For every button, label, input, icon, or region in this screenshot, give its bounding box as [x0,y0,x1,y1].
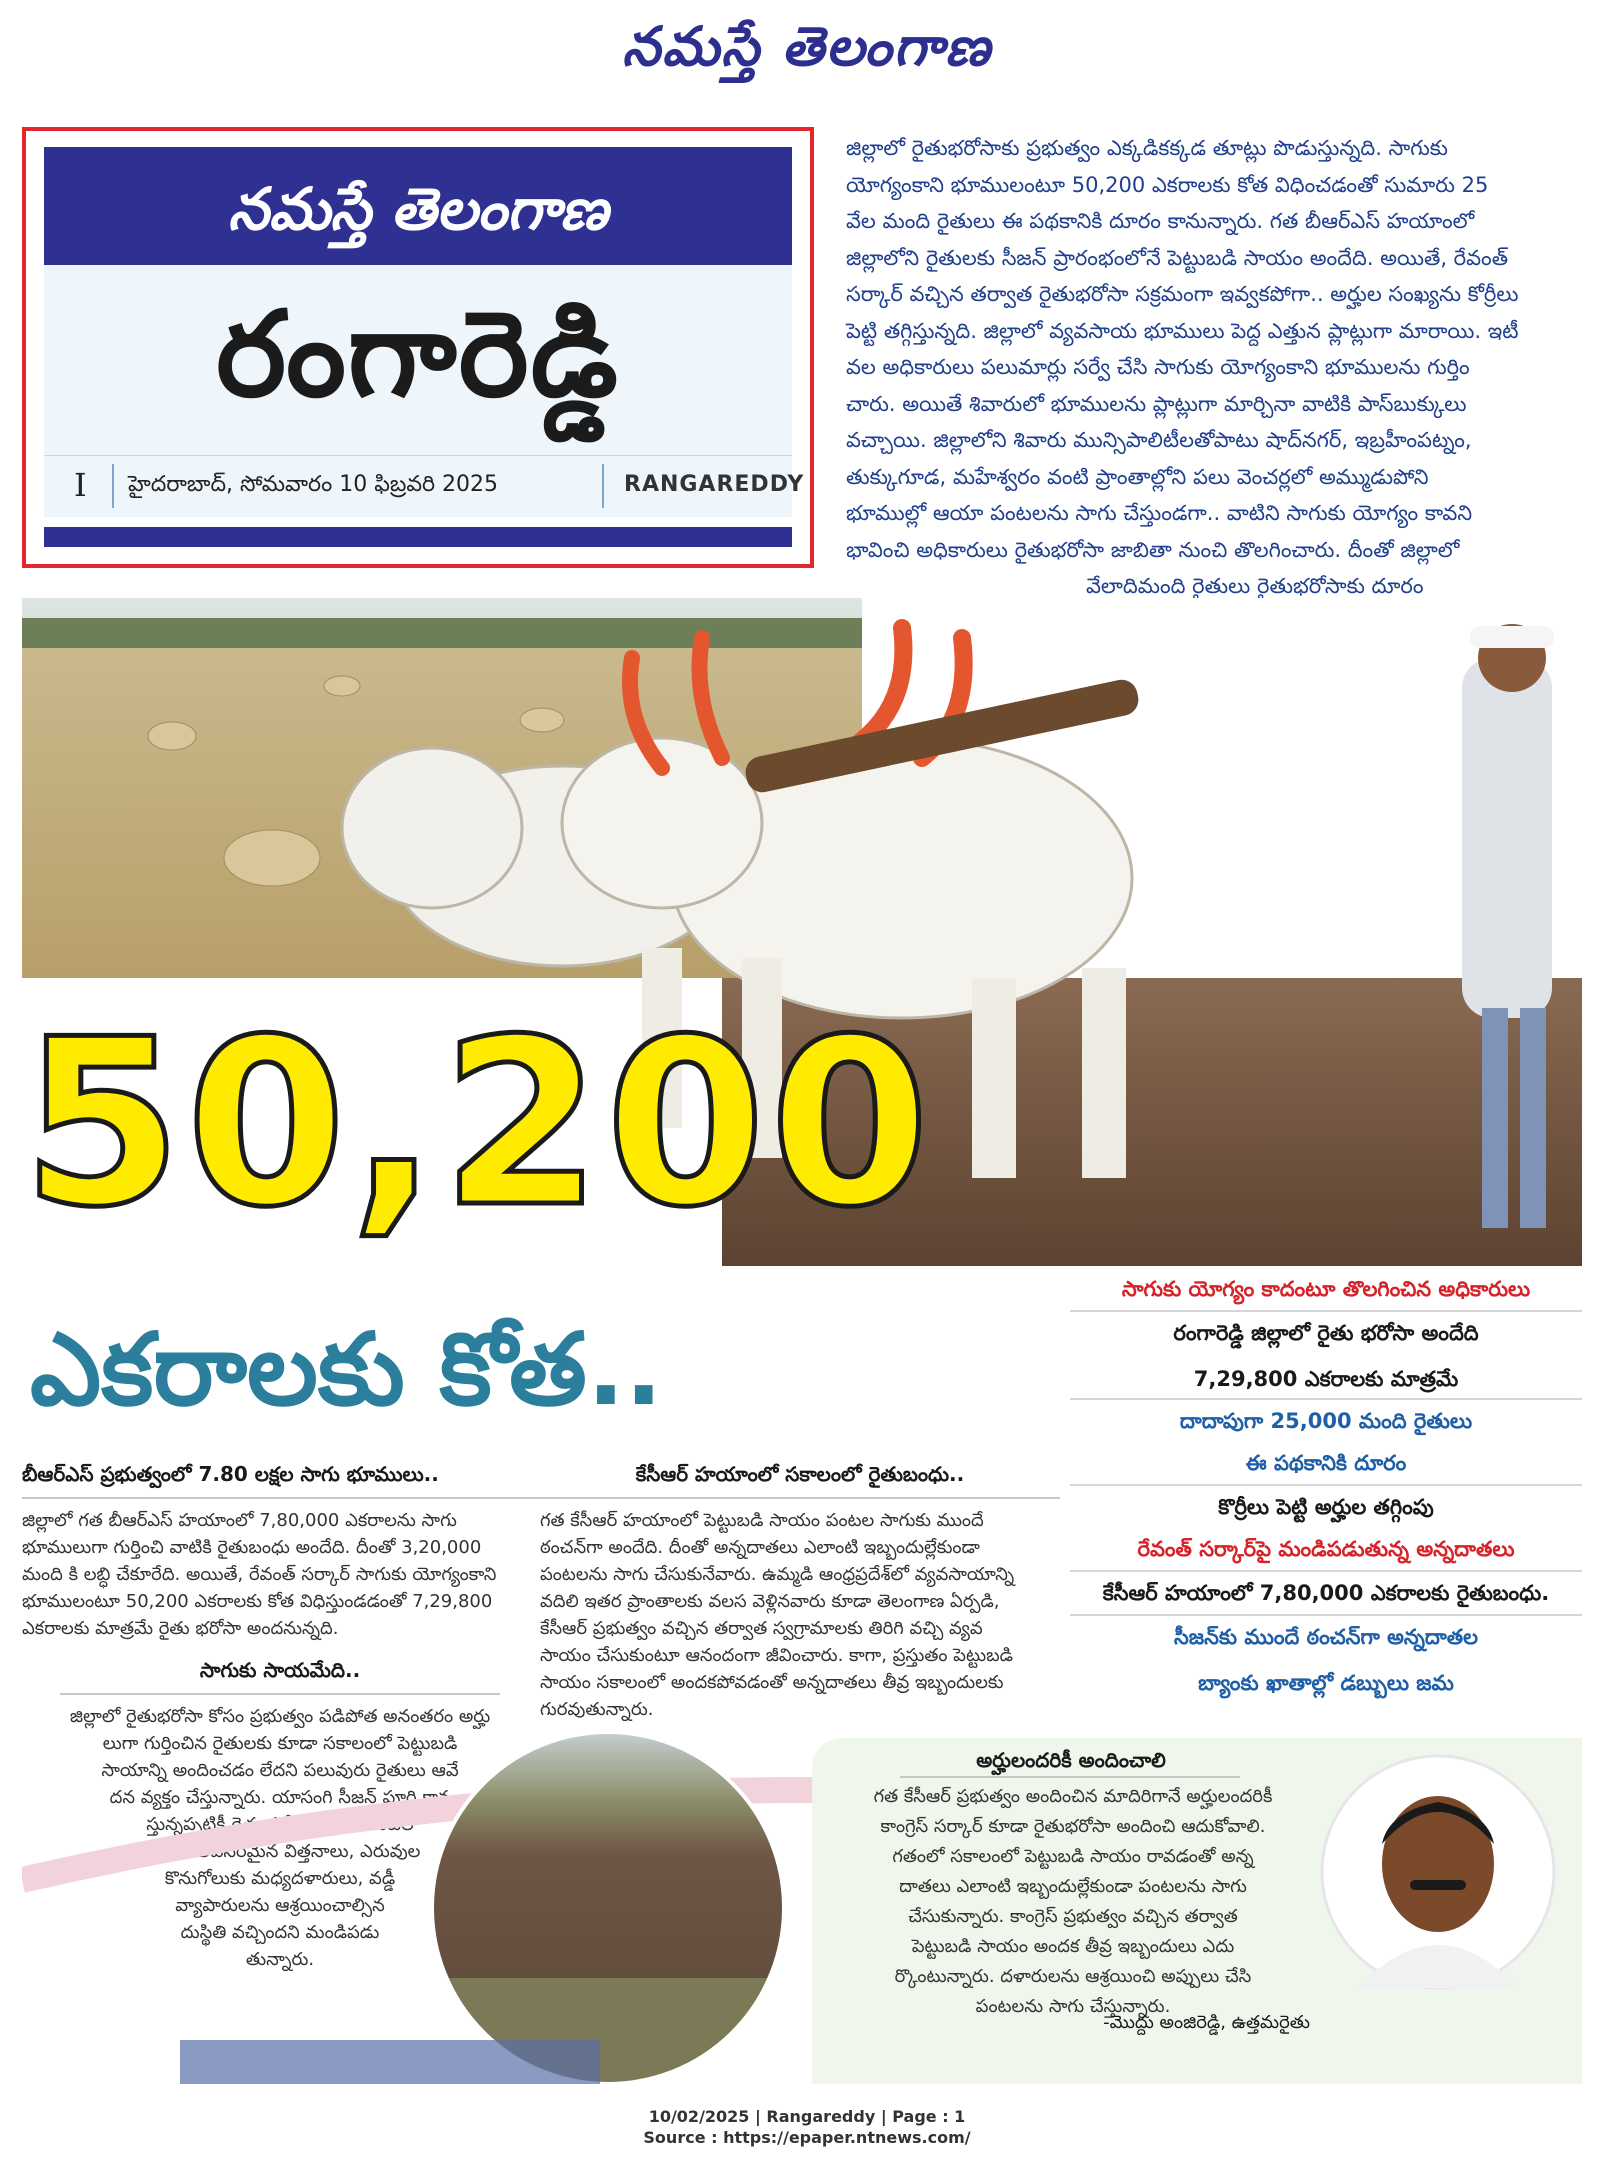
building-photo-strip [180,2040,600,2084]
article-line: లుగా గుర్తించిన రైతులకు కూడా సకాలంలో పెట్టుబడి [102,1733,458,1754]
quote-line: ర్కొంటున్నారు. దళారులను ఆశ్రయించి అప్పులు చేసి [894,1966,1252,1987]
intro-line: యోగ్యంకాని భూములంటూ 50,200 ఎకరాలకు కోత విధించడంతో సుమారు 25 [846,172,1489,197]
highlight-item: ఈ పథకానికి దూరం [1245,1451,1407,1475]
article-line: ఠంచన్‌గా అందేది. దీంతో అన్నదాతలు ఎలాంటి ఇబ్బందుల్లేకుండా [540,1537,980,1558]
highlight-item: రేవంత్ సర్కార్‌పై మండిపడుతున్న అన్నదాతలు [1137,1537,1515,1561]
article-line: కేసీఆర్ ప్రభుత్వం వచ్చిన తర్వాత స్వగ్రామాలకు తిరిగి వచ్చి వ్యవ [540,1618,983,1639]
article-line: సాయాన్ని అందించడం లేదని పలువురు రైతులు ఆవే [101,1760,459,1781]
article-line: స్తున్నప్పటికీ రైతుభరోసా అందక పంటల [146,1814,414,1835]
article-line: జిల్లాలో గత బీఆర్ఎస్ హయాంలో 7,80,000 ఎకరాలను సాగు [22,1510,457,1531]
article-line: గురవుతున్నారు. [540,1699,654,1720]
divider [112,464,114,508]
edition-roman-numeral: I [74,466,87,504]
article-line: సాయం సకాలంలో అందకపోవడంతో అన్నదాతలు తీవ్ర ఇబ్బందులకు [540,1672,1004,1693]
quote-line: గతంలో సకాలంలో పెట్టుబడి సాయం రావడంతో అన్న [892,1846,1254,1867]
article-heading: కేసీఆర్ హయాంలో సకాలంలో రైతుబంధు.. [635,1462,965,1486]
divider [540,1497,1060,1499]
highlight-item: సాగుకు యోగ్యం కాదంటూ తొలగించిన అధికారులు [1121,1277,1531,1301]
article-line: పంటలను సాగు చేసుకునేవారు. ఉమ్మడి ఆంధ్రప్రదేశ్‌లో వ్యవసాయాన్ని [540,1564,1015,1585]
quote-line: గత కేసీఆర్ ప్రభుత్వం అందించిన మాదిరిగానే అర్హులందరికీ [873,1786,1273,1807]
quote-line: చేసుకున్నారు. కాంగ్రెస్ ప్రభుత్వం వచ్చిన తర్వాత [908,1906,1238,1927]
highlight-item: కేసీఆర్ హయాంలో 7,80,000 ఎకరాలకు రైతుబంధు. [1102,1581,1550,1605]
article-line: దుస్థితి వచ్చిందని మండిపడు [180,1922,380,1943]
intro-line: సర్కార్ వచ్చిన తర్వాత రైతుభరోసా సక్రమంగా ఇవ్వకపోగా.. అర్హుల సంఖ్యను కోర్రీలు [846,282,1519,306]
footer-source: Source : https://epaper.ntnews.com/ [643,2128,971,2147]
article-line: కొనుగోలుకు మధ్యదళారులు, వడ్డీ [164,1868,396,1889]
article-brs-lands [22,1462,552,1642]
divider [1070,1570,1582,1572]
divider [900,1776,1240,1778]
intro-line: వల అధికారులు పలుమార్లు సర్వే చేసి సాగుకు యోగ్యంకాని భూములను గుర్తిం [846,355,1470,379]
article-line: సాగుకు అవసరమైన విత్తనాలు, ఎరువుల [139,1841,421,1862]
quote-line: పెట్టుబడి సాయం అందక తీవ్ర ఇబ్బందులు ఎదు [911,1936,1235,1957]
article-line: భూములుగా గుర్తించి వాటికి రైతుబంధు అందేది. దీంతో 3,20,000 [22,1537,482,1558]
edition-district-english: RANGAREDDY [624,472,805,497]
quote-text [836,1782,1310,2022]
intro-line: వేల మంది రైతులు ఈ పథకానికి దూరం కానున్నారు. గత బీఆర్ఎస్ హయాంలో [846,209,1475,233]
footer-page-info: 10/02/2025 | Rangareddy | Page : 1 [648,2107,966,2126]
quote-heading: అర్హులందరికీ అందించాలి [976,1748,1166,1772]
edition-place-date: హైదరాబాద్, సోమవారం 10 ఫిబ్రవరి 2025 [128,472,499,497]
masthead-logo: నమస్తే తెలంగాణ [622,14,992,78]
divider [1070,1484,1582,1486]
article-kcr-rythubandhu [540,1462,1060,1723]
intro-line: భూముల్లో ఆయా పంటలను సాగు చేస్తుండగా.. వాటిని సాగుకు యోగ్యం కావని [846,501,1473,525]
article-line: తున్నారు. [245,1949,315,1970]
divider [602,464,604,508]
divider [1070,1398,1582,1400]
quote-line: కాంగ్రెస్ సర్కార్ కూడా రైతుభరోసా అందించి ఆదుకోవాలి. [880,1816,1266,1837]
edition-banner [44,147,792,265]
quote-line: పంటలను సాగు చేస్తున్నారు. [975,1996,1171,2017]
article-line: జిల్లాలో రైతుభరోసా కోసం ప్రభుత్వం పడిపోత అనంతరం అర్హు [69,1706,491,1727]
edition-box [22,127,814,568]
intro-line: జిల్లాలో రైతుభరోసాకు ప్రభుత్వం ఎక్కడికక్కడ తూట్లు పొడుస్తున్నది. సాగుకు [846,136,1448,160]
divider [1070,1614,1582,1616]
divider [22,1497,552,1499]
article-line: వదిలి ఇతర ప్రాంతాలకు వలస వెళ్లినవారు కూడా తెలంగాణ ఏర్పడి, [540,1591,1000,1612]
article-line: వ్యాపారులను ఆశ్రయించాల్సిన [175,1895,385,1916]
article-line: సాయం చేసుకుంటూ ఆనందంగా జీవించారు. కాగా, ప్రస్తుతం పెట్టుబడి [540,1645,1013,1666]
edition-district-panel [44,265,792,455]
article-line: దన వ్యక్తం చేస్తున్నారు. యాసంగి సీజన్ పూర్తి కావ [109,1787,451,1808]
edition-district-name: రంగారెడ్డి [216,285,620,423]
intro-line: వేలాదిమంది రైతులు రైతుభరోసాకు దూరం [1086,574,1424,598]
headline-number: 50,200 [22,991,934,1258]
divider [60,1693,500,1695]
headline-subtitle: ఎకరాలకు కోత.. [30,1311,663,1428]
highlight-item: దాదాపుగా 25,000 మంది రైతులు [1179,1409,1473,1433]
edition-paper-name: నమస్తే తెలంగాణ [228,175,608,243]
edition-info-bar [44,455,805,517]
edition-bottom-bar [44,527,792,547]
highlight-item: కొర్రీలు పెట్టి అర్హుల తగ్గింపు [1218,1495,1434,1519]
page-footer [0,2106,1614,2148]
farmer-portrait [1318,1752,1558,1992]
article-line: భూములంటూ 50,200 ఎకరాలకు కోత విధిస్తుండడంతో 7,29,800 [22,1591,493,1612]
intro-line: భావించి అధికారులు రైతుభరోసా జాబితా నుంచి తొలగించారు. దీంతో జిల్లాలో [846,537,1460,562]
article-line: మంది కి లబ్ధి చేకూరేది. అయితే, రేవంత్ సర్కార్ సాగుకు యోగ్యంకాని [22,1564,497,1585]
intro-line: తుక్కుగూడ, మహేశ్వరం వంటి ప్రాంతాల్లోని పలు వెంచర్లలో అమ్ముడుపోని [846,464,1429,489]
intro-line: వచ్చాయి. జిల్లాలోని శివారు మున్సిపాలిటీలతోపాటు షాద్‌నగర్, ఇబ్రహీంపట్నం, [846,428,1472,452]
article-line: గత కేసీఆర్ హయాంలో పెట్టుబడి సాయం పంటల సాగుకు ముందే [540,1510,984,1531]
divider [1070,1310,1582,1312]
article-heading: సాగుకు సాయమేది.. [199,1658,361,1682]
ploughed-field-photo [428,1728,788,2088]
intro-line: పెట్టి తగ్గిస్తున్నది. జిల్లాలో వ్యవసాయ భూములు పెద్ద ఎత్తున ప్లాట్లుగా మారాయి. ఇటీ [846,318,1519,343]
highlight-item: సీజన్‌కు ముందే ఠంచన్‌గా అన్నదాతల [1174,1625,1478,1649]
quote-line: దాతలు ఎలాంటి ఇబ్బందుల్లేకుండా పంటలను సాగు [899,1876,1247,1897]
article-line: ఎకరాలకు మాత్రమే రైతు భరోసా అందనున్నది. [22,1618,339,1639]
highlight-item: 7,29,800 ఎకరాలకు మాత్రమే [1193,1367,1459,1391]
highlight-item: రంగారెడ్డి జిల్లాలో రైతు భరోసా అందేది [1173,1321,1479,1345]
quote-signature: -మొద్దు అంజిరెడ్డి, ఉత్తమరైతు [1103,2012,1310,2033]
intro-line: చారు. అయితే శివారులో భూములను ప్లాట్లుగా మార్చినా వాటికి పాస్‌బుక్కులు [846,391,1467,416]
intro-line: జిల్లాలోని రైతులకు సీజన్ ప్రారంభంలోనే పెట్టుబడి సాయం అందేది. అయితే, రేవంత్ [846,245,1509,270]
article-heading: బీఆర్ఎస్ ప్రభుత్వంలో 7.80 లక్షల సాగు భూములు.. [22,1462,439,1486]
highlight-item: బ్యాంకు ఖాతాల్లో డబ్బులు జమ [1198,1671,1454,1695]
